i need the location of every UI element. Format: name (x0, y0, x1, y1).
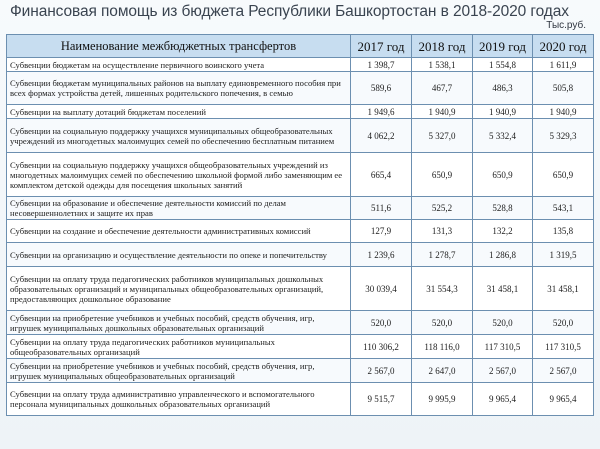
value-cell-2019: 1 940,9 (473, 105, 533, 119)
value-cell-2019: 486,3 (473, 72, 533, 105)
value-cell-2018: 520,0 (412, 311, 473, 335)
value-cell-2017: 1 398,7 (351, 58, 412, 72)
transfer-name-cell: Субвенции бюджетам муниципальных районов на выплату единовременного пособия при всех формах устройства детей, лишенных родительского попечения, в семью (7, 72, 351, 105)
value-cell-2017: 9 515,7 (351, 383, 412, 416)
value-cell-2020: 1 940,9 (533, 105, 594, 119)
table-row (7, 72, 594, 105)
value-cell-2018: 1 538,1 (412, 58, 473, 72)
value-cell-2019: 31 458,1 (473, 267, 533, 311)
transfers-table (6, 34, 594, 416)
transfer-name-cell: Субвенции на приобретение учебников и учебных пособий, средств обучения, игр, игрушек муниципальных дошкольных образовательных организаций (7, 311, 351, 335)
column-header-2018: 2018 год (412, 35, 473, 58)
value-cell-2017: 520,0 (351, 311, 412, 335)
table-header-row (7, 35, 594, 58)
value-cell-2017: 2 567,0 (351, 359, 412, 383)
value-cell-2018: 467,7 (412, 72, 473, 105)
column-header-2020: 2020 год (533, 35, 594, 58)
value-cell-2019: 117 310,5 (473, 335, 533, 359)
table-row (7, 311, 594, 335)
table-row (7, 243, 594, 267)
value-cell-2020: 31 458,1 (533, 267, 594, 311)
value-cell-2017: 110 306,2 (351, 335, 412, 359)
value-cell-2018: 131,3 (412, 220, 473, 243)
value-cell-2018: 1 278,7 (412, 243, 473, 267)
value-cell-2019: 528,8 (473, 197, 533, 220)
table-row (7, 335, 594, 359)
transfer-name-cell: Субвенции на социальную поддержку учащихся общеобразовательных учреждений из многодетных малоимущих семей по обеспечению школьной формой либо заменяющим ее комплектом детской одежды для посещения школьных занятий (7, 153, 351, 197)
units-label: Тыс.руб. (546, 20, 586, 31)
table-row (7, 119, 594, 153)
transfer-name-cell: Субвенции на оплату труда педагогических работников муниципальных дошкольных образовательных организаций и муниципальных общеобразовательных организаций, предоставляющих дошкольное образование (7, 267, 351, 311)
value-cell-2020: 650,9 (533, 153, 594, 197)
value-cell-2017: 30 039,4 (351, 267, 412, 311)
value-cell-2019: 2 567,0 (473, 359, 533, 383)
value-cell-2020: 543,1 (533, 197, 594, 220)
value-cell-2019: 1 286,8 (473, 243, 533, 267)
table-row (7, 58, 594, 72)
value-cell-2020: 2 567,0 (533, 359, 594, 383)
transfer-name-cell: Субвенции на приобретение учебников и учебных пособий, средств обучения, игр, игрушек муниципальных общеобразовательных организаций (7, 359, 351, 383)
transfer-name-cell: Субвенции на образование и обеспечение деятельности комиссий по делам несовершеннолетних и защите их прав (7, 197, 351, 220)
table-row (7, 220, 594, 243)
value-cell-2018: 118 116,0 (412, 335, 473, 359)
value-cell-2017: 589,6 (351, 72, 412, 105)
value-cell-2018: 2 647,0 (412, 359, 473, 383)
table-row (7, 359, 594, 383)
value-cell-2019: 5 332,4 (473, 119, 533, 153)
value-cell-2020: 1 611,9 (533, 58, 594, 72)
column-header-2017: 2017 год (351, 35, 412, 58)
table-row (7, 197, 594, 220)
column-header-2019: 2019 год (473, 35, 533, 58)
transfer-name-cell: Субвенции на выплату дотаций бюджетам поселений (7, 105, 351, 119)
transfer-name-cell: Субвенции на оплату труда педагогических работников муниципальных общеобразовательных организаций (7, 335, 351, 359)
value-cell-2017: 511,6 (351, 197, 412, 220)
value-cell-2018: 1 940,9 (412, 105, 473, 119)
value-cell-2019: 1 554,8 (473, 58, 533, 72)
value-cell-2017: 665,4 (351, 153, 412, 197)
page-title: Финансовая помощь из бюджета Республики Башкортостан в 2018-2020 годах (10, 3, 569, 20)
transfer-name-cell: Субвенции на социальную поддержку учащихся муниципальных общеобразовательных учреждений из многодетных малоимущих семей по обеспечению бесплатным питанием (7, 119, 351, 153)
value-cell-2020: 1 319,5 (533, 243, 594, 267)
value-cell-2017: 4 062,2 (351, 119, 412, 153)
value-cell-2020: 9 965,4 (533, 383, 594, 416)
value-cell-2020: 5 329,3 (533, 119, 594, 153)
value-cell-2018: 525,2 (412, 197, 473, 220)
value-cell-2018: 9 995,9 (412, 383, 473, 416)
value-cell-2017: 1 949,6 (351, 105, 412, 119)
transfer-name-cell: Субвенции на организацию и осуществление деятельности по опеке и попечительству (7, 243, 351, 267)
value-cell-2017: 1 239,6 (351, 243, 412, 267)
value-cell-2020: 505,8 (533, 72, 594, 105)
transfer-name-cell: Субвенции бюджетам на осуществление первичного воинского учета (7, 58, 351, 72)
value-cell-2019: 132,2 (473, 220, 533, 243)
value-cell-2020: 520,0 (533, 311, 594, 335)
value-cell-2018: 31 554,3 (412, 267, 473, 311)
table-row (7, 153, 594, 197)
transfer-name-cell: Субвенции на создание и обеспечение деятельности административных комиссий (7, 220, 351, 243)
value-cell-2020: 117 310,5 (533, 335, 594, 359)
value-cell-2020: 135,8 (533, 220, 594, 243)
transfer-name-cell: Субвенции на оплату труда административно управленческого и вспомогательного персонала муниципальных дошкольных образовательных организаций (7, 383, 351, 416)
value-cell-2019: 650,9 (473, 153, 533, 197)
value-cell-2019: 9 965,4 (473, 383, 533, 416)
column-header-name: Наименование межбюджетных трансфертов (7, 35, 351, 58)
table-body (7, 58, 594, 416)
table-row (7, 267, 594, 311)
table-row (7, 383, 594, 416)
value-cell-2018: 5 327,0 (412, 119, 473, 153)
value-cell-2018: 650,9 (412, 153, 473, 197)
table-row (7, 105, 594, 119)
value-cell-2017: 127,9 (351, 220, 412, 243)
value-cell-2019: 520,0 (473, 311, 533, 335)
